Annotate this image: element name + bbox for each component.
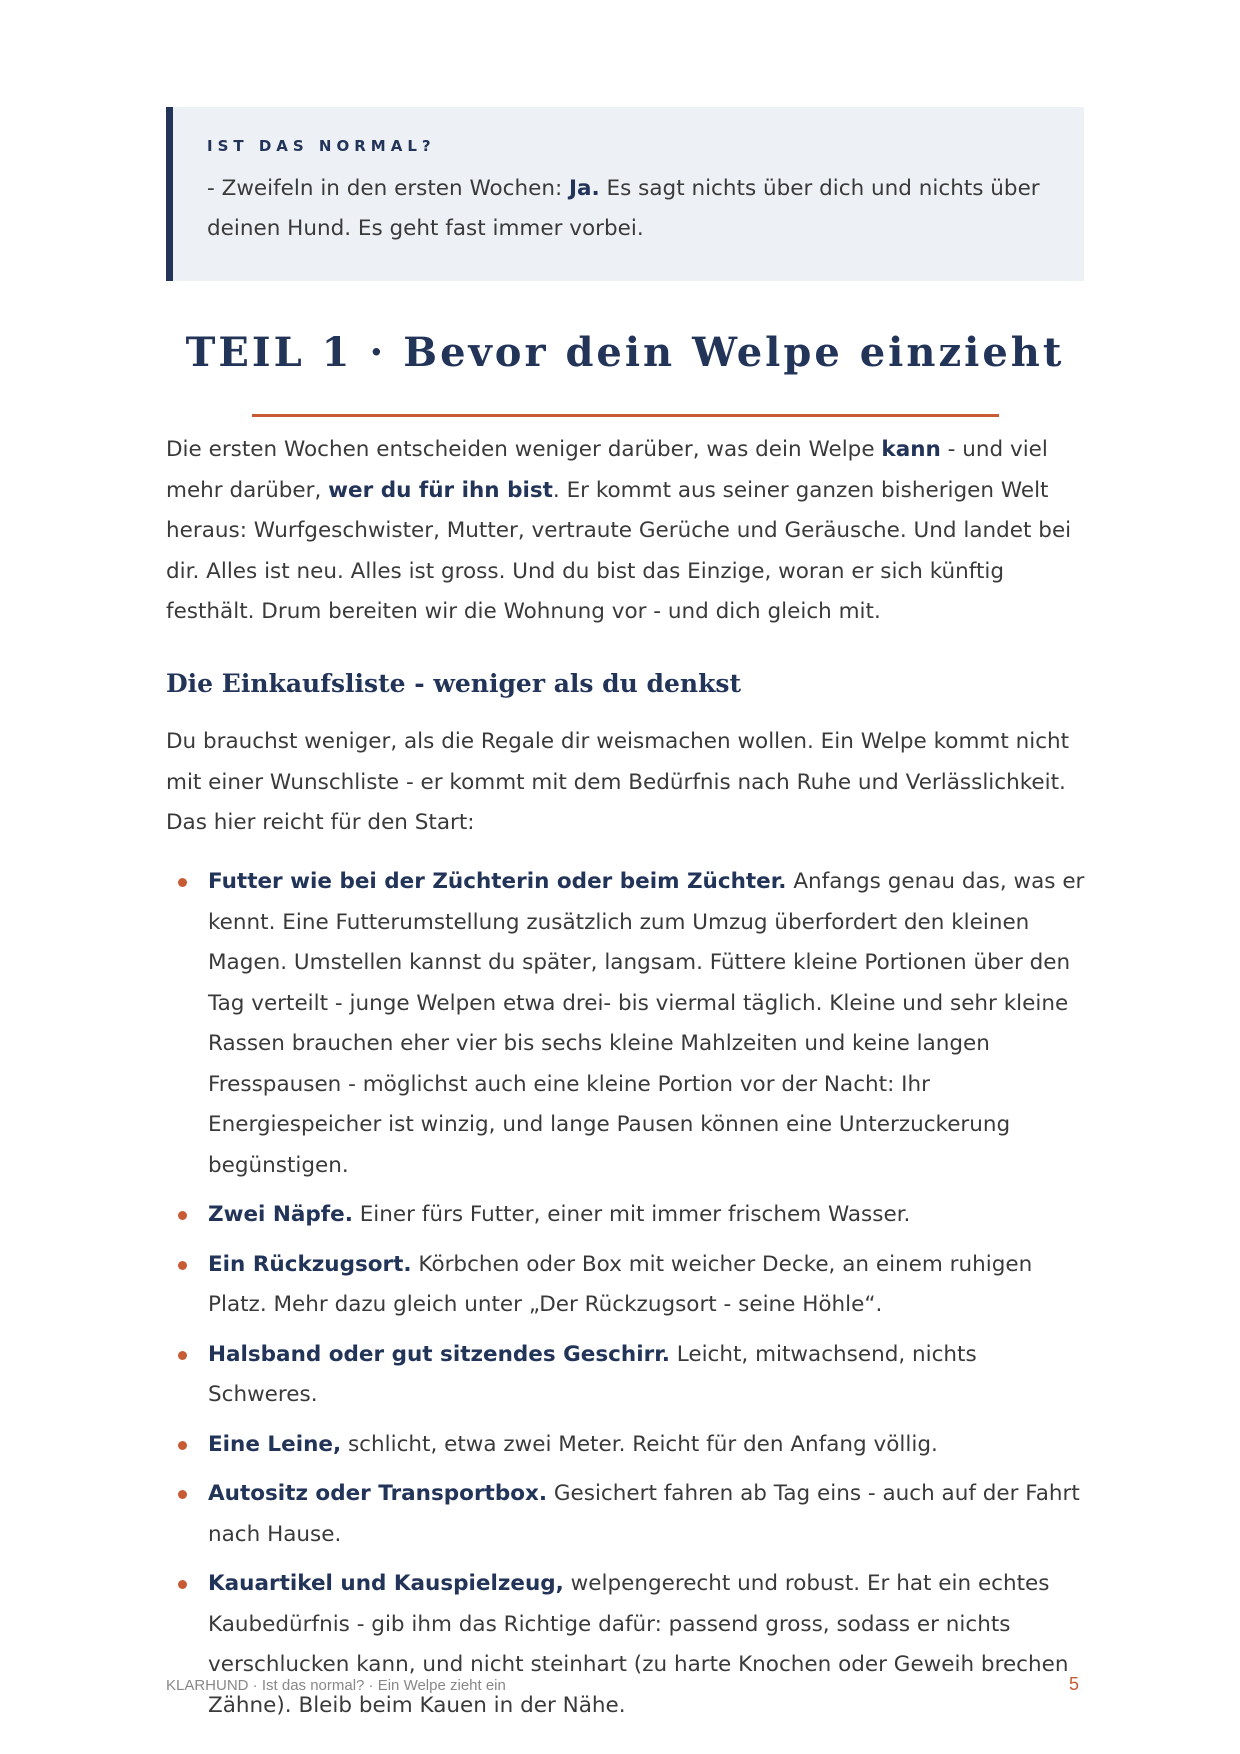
list-item-text: Anfangs genau das, was er kennt. Eine Futterumstellung zusätzlich zum Umzug überfordert den kleinen Magen. Umstellen kannst du später, langsam. Füttere kleine Portionen über den Tag verteilt - junge Welpen etwa drei- bis viermal täglich. Kleine und sehr kleine Rassen brauchen eher vier bis sechs kleine Mahlzeiten und keine langen Fresspausen - möglichst auch eine kleine Portion vor der Nacht: Ihr Energiespeicher ist winzig, und lange Pausen können eine Unterzuckerung begünstigen. [208, 869, 1085, 1178]
bullet-icon [178, 1261, 187, 1270]
list-item-title: Ein Rückzugsort. [208, 1251, 412, 1277]
bullet-icon [178, 878, 187, 887]
part-title: TEIL 1 · Bevor dein Welpe einzieht [185, 329, 1065, 376]
bullet-icon [178, 1351, 187, 1360]
intro-text-3: . Er kommt aus seiner ganzen bisherigen Welt heraus: Wurfgeschwister, Mutter, vertraute Gerüche und Geräusche. Und landet bei dir. Alles ist neu. Alles ist gross. Und du bist das Einzige, woran er sich künftig festhält. Drum bereiten wir die Wohnung vor - und dich gleich mit. [166, 477, 1072, 624]
list-item-title: Eine Leine, [208, 1431, 342, 1457]
section-heading: Die Einkaufsliste - weniger als du denkst [166, 669, 742, 698]
page-number: 5 [1068, 1674, 1079, 1694]
callout-text [207, 169, 1044, 249]
list-item-text: schlicht, etwa zwei Meter. Reicht für den Anfang völlig. [341, 1431, 938, 1457]
list-item [166, 862, 1086, 1186]
callout-box [166, 107, 1084, 281]
bullet-icon [178, 1580, 187, 1589]
section-intro: Du brauchst weniger, als die Regale dir weismachen wollen. Ein Welpe kommt nicht mit einer Wunschliste - er kommt mit dem Bedürfnis nach Ruhe und Verlässlichkeit. Das hier reicht für den Start: [166, 729, 1070, 835]
list-item-text: welpengerecht und robust. Er hat ein echtes Kaubedürfnis - gib ihm das Richtige dafür: passend gross, sodass er nichts verschlucken kann, und nicht steinhart (zu harte Knochen oder Geweih brechen Zähne). Bleib beim Kauen in der Nähe. [208, 1571, 1069, 1718]
intro-bold-1: kann [881, 437, 941, 462]
callout-text-bold: Ja. [569, 176, 600, 201]
callout-label: IST DAS NORMAL? [207, 137, 436, 155]
intro-bold-2: wer du für ihn bist [328, 477, 553, 503]
bullet-icon [178, 1441, 187, 1450]
intro-text-2: - und viel mehr darüber, [166, 437, 1048, 503]
list-item-title: Futter wie bei der Züchterin oder beim Züchter. [208, 869, 787, 894]
list-item-title: Kauartikel und Kauspielzeug, [208, 1571, 564, 1596]
list-item [166, 1425, 1086, 1466]
list-item-text: Körbchen oder Box mit weicher Decke, an einem ruhigen Platz. Mehr dazu gleich unter „Der Rückzugsort - seine Höhle“. [208, 1251, 1033, 1317]
title-underline [252, 414, 999, 417]
bullet-icon [178, 1490, 187, 1499]
callout-text-end: Es sagt nichts über dich und nichts über deinen Hund. Es geht fast immer vorbei. [207, 176, 1040, 241]
list-item-title: Autositz oder Transportbox. [208, 1481, 548, 1506]
bullet-icon [178, 1211, 187, 1220]
list-item [166, 1245, 1086, 1326]
intro-text-1: Die ersten Wochen entscheiden weniger darüber, was dein Welpe [166, 437, 882, 462]
list-item-text: Leicht, mitwachsend, nichts Schweres. [208, 1341, 977, 1407]
intro-paragraph [166, 430, 1084, 633]
callout-text-start: - Zweifeln in den ersten Wochen: [207, 176, 570, 201]
list-item [166, 1335, 1086, 1416]
list-item [166, 1474, 1086, 1555]
list-item-text: Einer fürs Futter, einer mit immer frischem Wasser. [352, 1202, 911, 1227]
list-item [166, 1564, 1086, 1726]
list-item [166, 1195, 1086, 1236]
list-item-title: Halsband oder gut sitzendes Geschirr. [208, 1341, 670, 1367]
footer-text: KLARHUND · Ist das normal? · Ein Welpe zieht ein [166, 1677, 506, 1694]
shopping-list [166, 862, 1086, 1735]
list-item-title: Zwei Näpfe. [208, 1202, 353, 1227]
list-item-text: Gesichert fahren ab Tag eins - auch auf der Fahrt nach Hause. [208, 1481, 1080, 1547]
